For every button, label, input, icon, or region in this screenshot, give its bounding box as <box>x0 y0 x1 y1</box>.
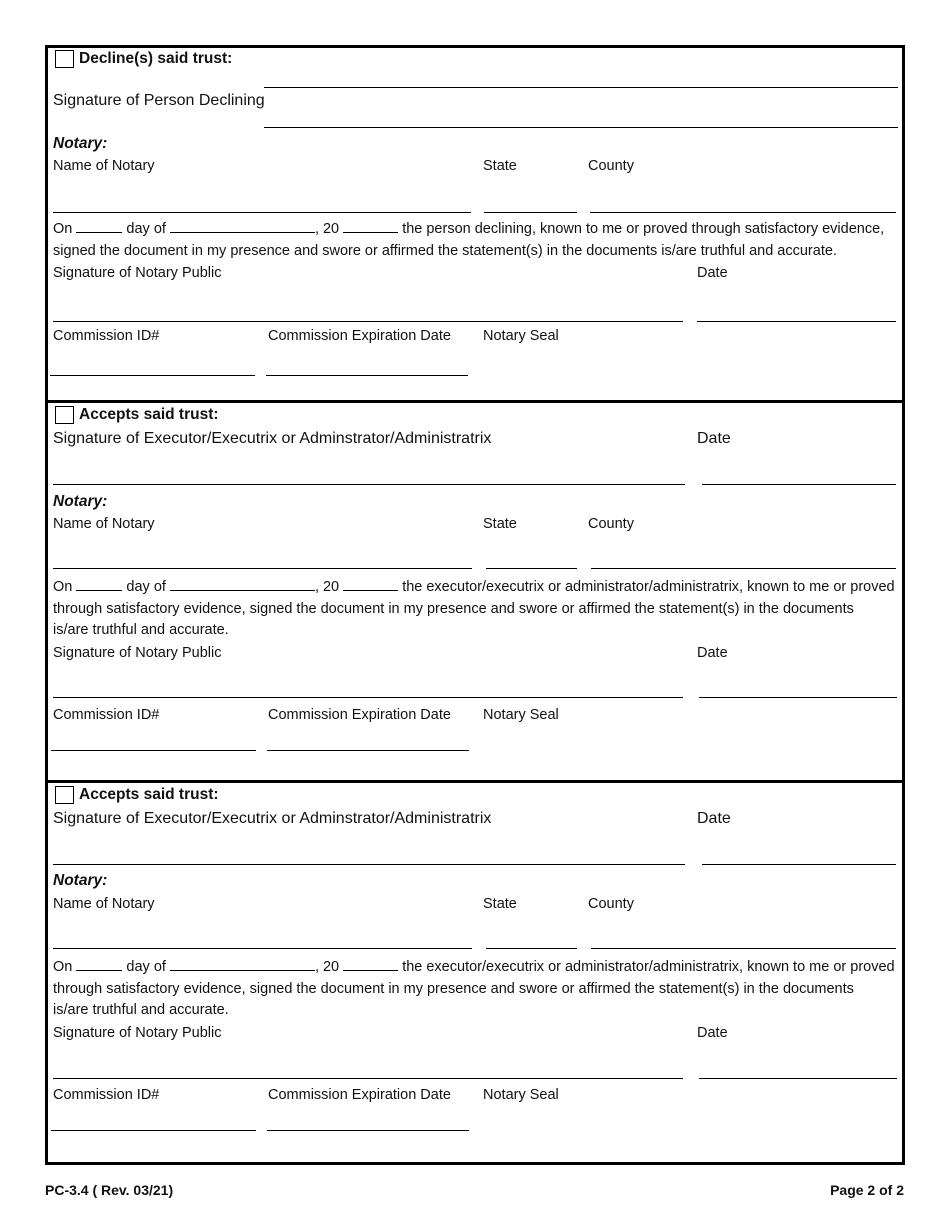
notary-date-line[interactable] <box>699 697 897 698</box>
notary-signature-line[interactable] <box>53 321 683 322</box>
notary-name-label: Name of Notary <box>53 516 155 532</box>
notary-name-line[interactable] <box>53 948 472 949</box>
notary-state-label: State <box>483 158 517 174</box>
ack-month-blank[interactable] <box>170 576 315 591</box>
notary-name-label: Name of Notary <box>53 158 155 174</box>
notary-heading: Notary: <box>53 493 108 510</box>
notary-county-label: County <box>588 158 634 174</box>
commission-exp-label: Commission Expiration Date <box>268 707 451 723</box>
notary-signature-label: Signature of Notary Public <box>53 1025 222 1041</box>
notary-county-line[interactable] <box>590 212 896 213</box>
notary-name-line[interactable] <box>53 568 472 569</box>
notary-state-label: State <box>483 896 517 912</box>
ack-day-blank[interactable] <box>76 956 122 971</box>
accept-heading: Accepts said trust: <box>79 406 219 423</box>
notary-state-line[interactable] <box>486 568 577 569</box>
form-id: PC-3.4 ( Rev. 03/21) <box>45 1182 174 1198</box>
ack-month-blank[interactable] <box>170 218 315 233</box>
notary-date-line[interactable] <box>699 1078 897 1079</box>
commission-id-line[interactable] <box>50 375 255 376</box>
executor-signature-label: Signature of Executor/Executrix or Adminstrator/Administratrix <box>53 810 492 827</box>
commission-id-label: Commission ID# <box>53 707 160 723</box>
notary-heading: Notary: <box>53 872 108 889</box>
commission-exp-label: Commission Expiration Date <box>268 1087 451 1103</box>
decline-checkbox[interactable] <box>55 50 74 68</box>
accept-heading: Accepts said trust: <box>79 786 219 803</box>
commission-exp-label: Commission Expiration Date <box>268 328 451 344</box>
notary-county-line[interactable] <box>591 568 896 569</box>
section-divider <box>45 780 905 783</box>
notary-date-label: Date <box>697 1025 728 1041</box>
notary-heading: Notary: <box>53 135 108 152</box>
executor-date-line[interactable] <box>702 864 896 865</box>
notary-state-label: State <box>483 516 517 532</box>
ack-year-blank[interactable] <box>343 218 398 233</box>
notary-date-label: Date <box>697 645 728 661</box>
accept-checkbox[interactable] <box>55 786 74 804</box>
executor-date-label: Date <box>697 810 731 827</box>
commission-id-line[interactable] <box>51 1130 256 1131</box>
executor-date-line[interactable] <box>702 484 896 485</box>
decline-heading: Decline(s) said trust: <box>79 50 233 67</box>
commission-exp-line[interactable] <box>267 750 469 751</box>
executor-signature-line[interactable] <box>53 864 685 865</box>
ack-day-blank[interactable] <box>76 218 122 233</box>
commission-exp-line[interactable] <box>266 375 468 376</box>
notary-acknowledgment: On day of , 20 the executor/executrix or administrator/administratrix, known to me or proved through satisfactory evidence, signed the document in my presence and swore or affirmed the statement(s) in the documents is/are truthful and accurate. <box>53 956 893 1022</box>
commission-id-label: Commission ID# <box>53 328 160 344</box>
notary-signature-label: Signature of Notary Public <box>53 265 222 281</box>
notary-date-label: Date <box>697 265 728 281</box>
commission-id-line[interactable] <box>51 750 256 751</box>
notary-county-label: County <box>588 896 634 912</box>
decline-signature-line-top[interactable] <box>264 87 898 88</box>
notary-county-label: County <box>588 516 634 532</box>
executor-signature-line[interactable] <box>53 484 685 485</box>
notary-date-line[interactable] <box>697 321 896 322</box>
notary-state-line[interactable] <box>486 948 577 949</box>
ack-month-blank[interactable] <box>170 956 315 971</box>
ack-year-blank[interactable] <box>343 576 398 591</box>
commission-exp-line[interactable] <box>267 1130 469 1131</box>
notary-acknowledgment: On day of , 20 the executor/executrix or administrator/administratrix, known to me or proved through satisfactory evidence, signed the document in my presence and swore or affirmed the statement(s) in the documents is/are truthful and accurate. <box>53 576 893 642</box>
notary-name-line[interactable] <box>53 212 471 213</box>
accept-checkbox[interactable] <box>55 406 74 424</box>
decline-signature-label: Signature of Person Declining <box>53 92 265 109</box>
notary-name-label: Name of Notary <box>53 896 155 912</box>
notary-seal-label: Notary Seal <box>483 707 559 723</box>
executor-signature-label: Signature of Executor/Executrix or Adminstrator/Administratrix <box>53 430 492 447</box>
ack-year-blank[interactable] <box>343 956 398 971</box>
notary-acknowledgment: On day of , 20 the person declining, known to me or proved through satisfactory evidence, signed the document in my presence and swore or affirmed the statement(s) in the documents is/are truthful and accurate. <box>53 218 893 262</box>
notary-signature-line[interactable] <box>53 1078 683 1079</box>
section-divider <box>45 400 905 403</box>
page-number: Page 2 of 2 <box>830 1182 904 1198</box>
notary-county-line[interactable] <box>591 948 896 949</box>
notary-signature-line[interactable] <box>53 697 683 698</box>
notary-signature-label: Signature of Notary Public <box>53 645 222 661</box>
notary-seal-label: Notary Seal <box>483 1087 559 1103</box>
notary-seal-label: Notary Seal <box>483 328 559 344</box>
notary-state-line[interactable] <box>484 212 577 213</box>
executor-date-label: Date <box>697 430 731 447</box>
ack-day-blank[interactable] <box>76 576 122 591</box>
commission-id-label: Commission ID# <box>53 1087 160 1103</box>
decline-signature-line[interactable] <box>264 127 898 128</box>
